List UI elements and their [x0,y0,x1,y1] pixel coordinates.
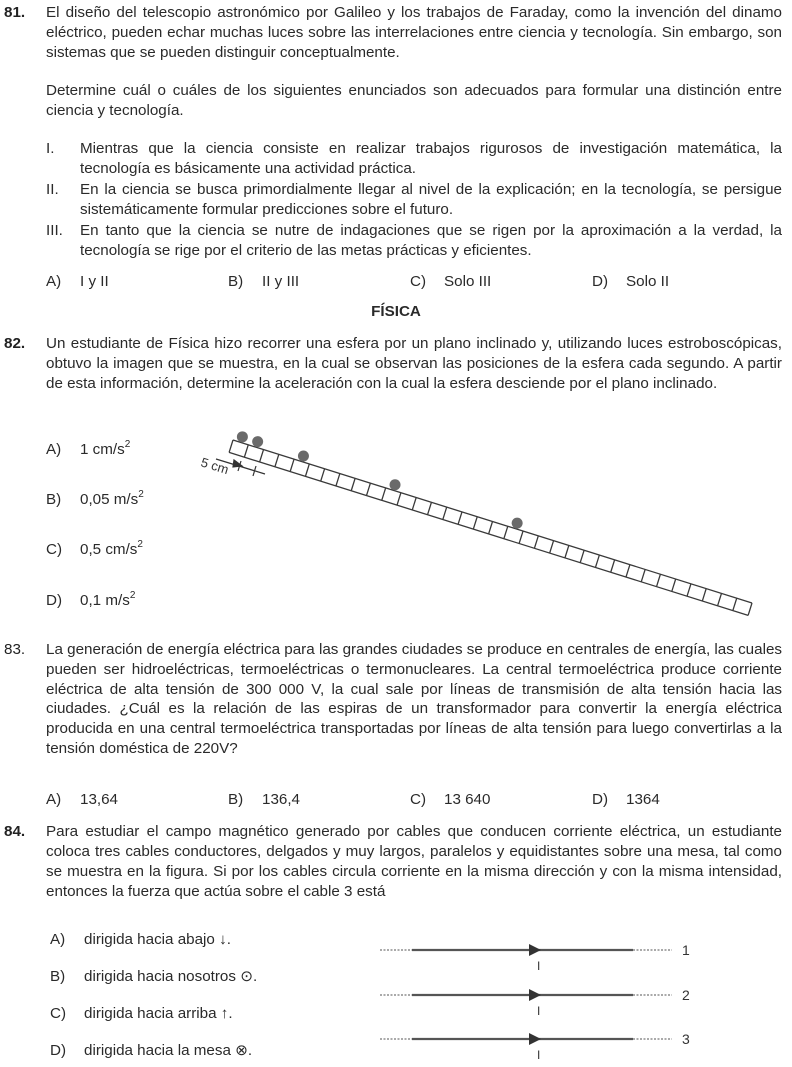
question-number: 83. [4,641,26,658]
cable-1 [380,942,690,973]
option-d[interactable]: D) dirigida hacia la mesa ⊗. [50,1042,253,1059]
option-b[interactable]: B) II y III [228,273,300,290]
option-b[interactable]: B) dirigida hacia nosotros ⊙. [50,968,258,985]
option-c[interactable]: C) Solo III [410,273,492,290]
current-arrow-icon [529,944,541,956]
option-a[interactable]: A) dirigida hacia abajo ↓. [50,931,231,948]
statement-numeral: I. [46,140,55,157]
section-title: FÍSICA [371,303,421,320]
arrow-up-icon: ↑ [220,1005,229,1022]
option-c[interactable]: C) 13 640 [410,791,491,808]
option-a[interactable]: A) I y II [46,273,109,290]
svg-text:I: I [537,1048,541,1062]
option-b[interactable]: B) 136,4 [228,791,301,808]
question-number: 82. [4,335,26,352]
question-intro: El diseño del telescopio astronómico por Galileo y los trabajos de Faraday, como la invención del dinamo eléctrico, pueden echar muchas luces sobre las interrelaciones entre ciencia y tecnología. Sin embargo, son sistemas que se pueden distinguir conceptualmente. [46,4,782,61]
out-of-page-icon: ⊙ [240,968,253,985]
svg-text:3: 3 [682,1031,690,1047]
cable-2 [380,987,690,1018]
question-text: Un estudiante de Física hizo recorrer una esfera por un plano inclinado y, utilizando luces estroboscópicas, obtuvo la imagen que se muestra, en la cual se observan las posiciones de la esfera cada segundo. A partir de esta información, determine la aceleración con la cual la esfera desciende por el plano inclinado. [46,335,782,392]
option-a[interactable]: A) 1 $cm/s^2$ [46,438,131,458]
question-number: 84. [4,823,26,840]
current-arrow-icon [529,1033,541,1045]
arrow-down-icon: ↓ [219,931,227,948]
option-a[interactable]: A) 13,64 [46,791,119,808]
option-b[interactable]: B) 0,05 $m/s^2$ [46,488,144,508]
statement-text: En tanto que la ciencia se nutre de indagaciones que se rigen por la aproximación a la verdad, la tecnología se rige por el criterio de las metas prácticas y eficientes. [80,222,782,259]
scale-label: 5 cm [199,454,231,478]
option-d[interactable]: D) 1364 [592,791,660,808]
current-arrow-icon [529,989,541,1001]
svg-text:I: I [537,1004,541,1018]
statement-numeral: II. [46,181,59,198]
statement-text: En la ciencia se busca primordialmente llegar al nivel de la explicación; en la tecnología, se persigue sistemáticamente formular predicciones sobre el futuro. [80,181,782,218]
option-c[interactable]: C) 0,5 $cm/s^2$ [46,538,143,558]
option-d[interactable]: D) 0,1 $m/s^2$ [46,589,136,609]
option-d[interactable]: D) Solo II [592,273,670,290]
svg-text:I: I [537,959,541,973]
statement-numeral: III. [46,222,63,239]
question-text: Para estudiar el campo magnético generado por cables que conducen corriente eléctrica, un estudiante coloca tres cables conductores, delgados y muy largos, paralelos y equidistantes sobre una mesa, tal como se muestra en la figura. Si por los cables circula corriente en la misma dirección y con la misma intensidad, entonces la fuerza que actúa sobre el cable 3 está [46,823,782,900]
option-c[interactable]: C) dirigida hacia arriba ↑. [50,1005,233,1022]
svg-text:2: 2 [682,987,690,1003]
question-text: La generación de energía eléctrica para las grandes ciudades se produce en centrales de energía, las cuales pueden ser hidroeléctricas, termoeléctricas o termonucleares. La central termoeléctrica produce corriente eléctrica de alta tensión de 300 000 V, la cual sale por líneas de transmisión de alta tensión hacia las ciudades. ¿Cuál es la relación de las espiras de un transformador para convertir la energía eléctrica producida en una central termoeléctrica transportadas por líneas de alta tensión para luego convertirlas a la tensión doméstica de 220V? [46,641,782,757]
question-prompt: Determine cuál o cuáles de los siguientes enunciados son adecuados para formular una distinción entre ciencia y tecnología. [46,82,782,119]
into-page-icon: ⊗ [235,1042,248,1059]
question-number: 81. [4,4,26,21]
cable-3 [380,1031,690,1062]
statement-text: Mientras que la ciencia consiste en realizar trabajos rigurosos de investigación matemática, la tecnología es básicamente una actividad práctica. [80,140,782,177]
svg-text:1: 1 [682,942,690,958]
